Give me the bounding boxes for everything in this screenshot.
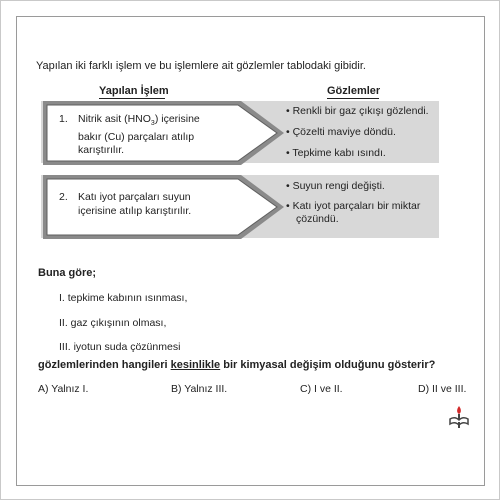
- row-1-observation-1: • Renkli bir gaz çıkışı gözlendi.: [286, 105, 429, 117]
- row-1-observation-3: • Tepkime kabı ısındı.: [286, 147, 386, 159]
- question-stem: gözlemlerinden hangileri kesinlikle bir kimyasal değişim olduğunu gösterir?: [38, 359, 436, 371]
- option-c[interactable]: C) I ve II.: [300, 383, 343, 395]
- header-observations: Gözlemler: [327, 85, 381, 97]
- publisher-logo-icon: [448, 404, 470, 430]
- row-1-observation-2: • Çözelti maviye döndü.: [286, 126, 396, 138]
- row-2-observation-2: • Katı iyot parçaları bir miktar: [286, 200, 421, 212]
- row-1-process: [78, 113, 228, 158]
- question-item-1: I. tepkime kabının ısınması,: [59, 292, 188, 304]
- question-emphasis: kesinlikle: [170, 359, 221, 371]
- option-d[interactable]: D) II ve III.: [418, 383, 467, 395]
- row-2-process: [78, 191, 228, 218]
- option-a[interactable]: A) Yalnız I.: [38, 383, 89, 395]
- row-2-number: 2.: [59, 191, 68, 203]
- header-observations-underline: [327, 98, 379, 99]
- row-2-process-line1: Katı iyot parçaları suyun: [78, 191, 191, 203]
- row-1-number: 1.: [59, 113, 68, 125]
- intro-text: Yapılan iki farklı işlem ve bu işlemlere ait gözlemler tablodaki gibidir.: [36, 60, 366, 72]
- row-2-observation-1: • Suyun rengi değişti.: [286, 180, 385, 192]
- row-1-process-line1: Nitrik asit $(HNO_3)$ içerisine: [78, 113, 200, 128]
- question-lead: Buna göre;: [38, 267, 97, 279]
- row-1-process-line2: bakır (Cu) parçaları atılıp: [78, 130, 195, 143]
- row-2-process-line2: içerisine atılıp karıştırılır.: [78, 204, 192, 217]
- question-item-2: II. gaz çıkışının olması,: [59, 317, 167, 329]
- row-2-observation-3: çözündü.: [296, 213, 339, 225]
- question-item-3: III. iyotun suda çözünmesi: [59, 341, 181, 353]
- header-process: Yapılan İşlem: [99, 85, 169, 97]
- option-b[interactable]: B) Yalnız III.: [171, 383, 228, 395]
- question-card: [16, 16, 485, 486]
- row-1-process-line3: karıştırılır.: [78, 144, 125, 157]
